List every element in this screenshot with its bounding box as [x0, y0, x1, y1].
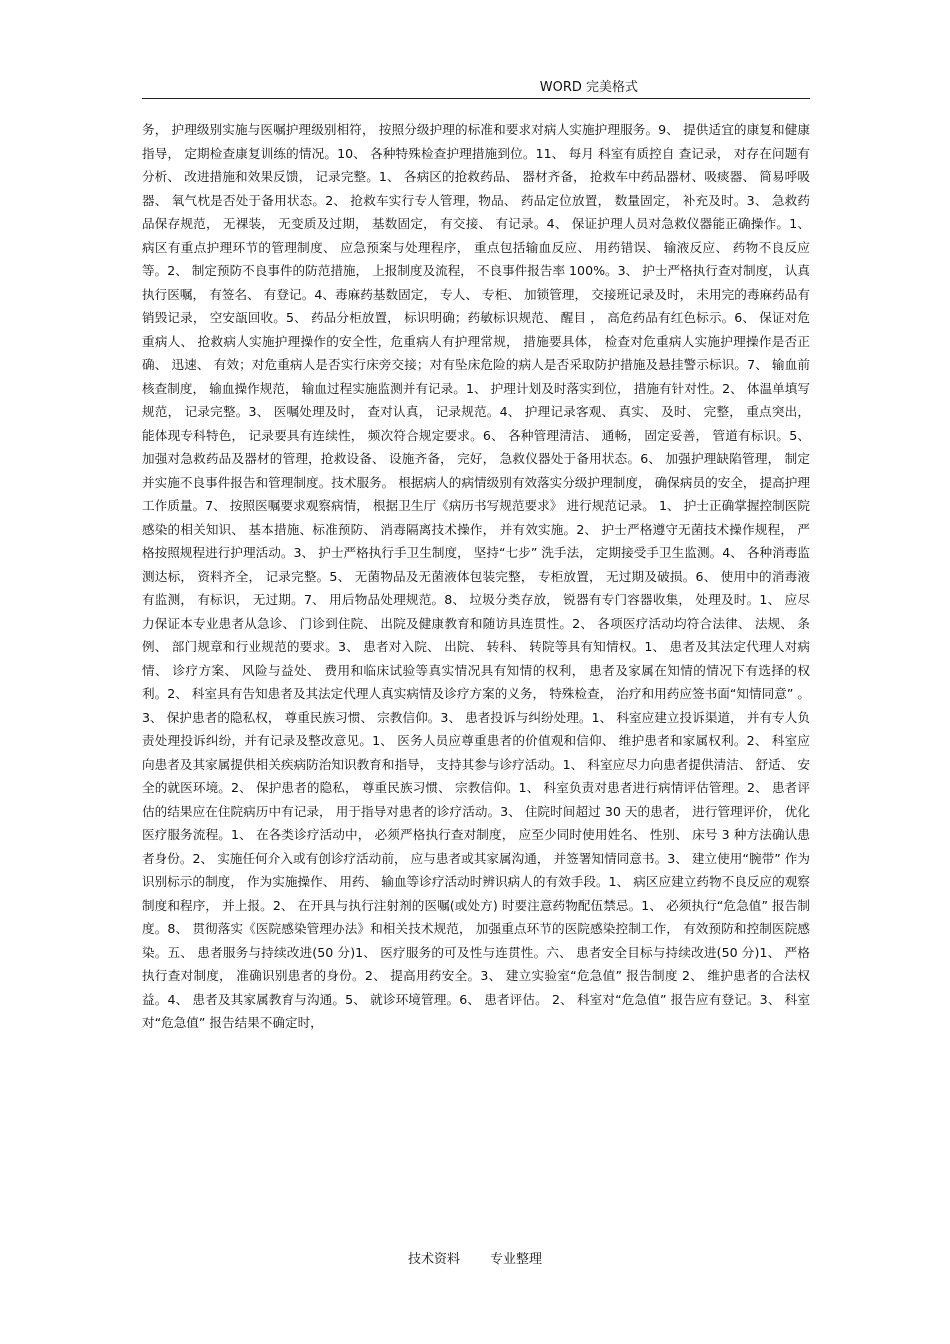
page-footer — [0, 1248, 950, 1267]
footer-left-text: 技术资料 — [407, 1252, 460, 1267]
header-title: WORD 完美格式 — [539, 80, 638, 95]
footer-right-text: 专业整理 — [490, 1252, 543, 1267]
body-paragraph: 务， 护理级别实施与医嘱护理级别相符， 按照分级护理的标准和要求对病人实施护理服务。9、 提供适宜的康复和健康指导， 定期检查康复训练的情况。10、 各种特殊检查护理措施到位。11、 每月 科室有质控自 查记录， 对存在问题有分析、 改进措施和效果反馈， 记录完整。1、 各病区的抢救药品、 器材齐备， 抢救车中药品器材、吸痰器、 简易呼吸器、 氧气枕是否处于备用状态。2、 抢救车实行专人管理，物品、 药品定位放置， 数量固定， 补充及时。3、 急救药品保存规范， 无裸装， 无变质及过期， 基数固定， 有交接、 有记录。4、 保证护理人员对急救仪器能正确操作。1、 病区有重点护理环节的管理制度、 应急预案与处理程序， 重点包括输血反应、 用药错误、 输液反应、 药物不良反应等。2、 制定预防不良事件的防范措施， 上报制度及流程， 不良事件报告率 100%。3、 护士严格执行查对制度， 认真执行医嘱， 有签名、 有登记。4、毒麻药基数固定， 专人、 专柜、 加锁管理， 交接班记录及时， 未用完的毒麻药品有销毁记录， 空安瓿回收。5、 药品分柜放置， 标识明确；药敏标识规范、 醒目 ， 高危药品有红色标示。6、 保证对危重病人、 抢救病人实施护理操作的安全性，危重病人有护理常规， 措施要具体， 检查对危重病人实施护理操作是否正确、 迅速、 有效；对危重病人是否实行床旁交接；对有坠床危险的病人是否采取防护措施及悬挂警示标识。7、 输血前核查制度， 输血操作规范， 输血过程实施监测并有记录。1、 护理计划及时落实到位， 措施有针对性。2、 体温单填写规范， 记录完整。3、 医嘱处理及时， 查对认真， 记录规范。4、 护理记录客观、 真实、 及时、 完整， 重点突出， 能体现专科特色， 记录要具有连续性， 频次符合规定要求。6、 各种管理清洁、 通畅， 固定妥善， 管道有标识。5、 加强对急救药品及器材的管理，抢救设备、 设施齐备， 完好， 急救仪器处于备用状态。6、 加强护理缺陷管理， 制定并实施不良事件报告和管理制度。技术服务。 根据病人的病情级别有效落实分级护理制度， 确保病员的安全， 提高护理工作质量。7、 按照医嘱要求观察病情， 根据卫生厅《病历书写规范要求》 进行规范记录。 1、 护士正确掌握控制医院感染的相关知识、 基本措施、标准预防、 消毒隔离技术操作， 并有效实施。2、 护士严格遵守无菌技术操作规程， 严格按照规程进行护理活动。3、 护士严格执行手卫生制度， 坚持“七步” 洗手法， 定期接受手卫生监测。4、 各种消毒监测达标， 资料齐全， 记录完整。5、 无菌物品及无菌液体包装完整， 专柜放置， 无过期及破损。6、 使用中的消毒液有监测， 有标识， 无过期。7、 用后物品处理规范。8、 垃圾分类存放， 锐器有专门容器收集， 处理及时。1、 应尽力保证本专业患者从急诊、 门诊到住院、 出院及健康教育和随访具连贯性。2、 各项医疗活动均符合法律、 法规、 条例、 部门规章和行业规范的要求。3、 患者对入院、 出院、 转科、 转院等具有知情权。1、 患者及其法定代理人对病情、 诊疗方案、 风险与益处、 费用和临床试验等真实情况具有知情的权利， 患者及家属在知情的情况下有选择的权利。2、 科室具有告知患者及其法定代理人真实病情及诊疗方案的义务， 特殊检查， 治疗和用药应签书面“知情同意” 。3、 保护患者的隐私权， 尊重民族习惯、 宗教信仰。3、 患者投诉与纠纷处理。1、 科室应建立投诉渠道， 并有专人负责处理投诉纠纷，并有记录及整改意见。1、 医务人员应尊重患者的价值观和信仰、 维护患者和家属权利。2、 科室应向患者及其家属提供相关疾病防治知识教育和指导， 支持其参与诊疗活动。1、 科室应尽力向患者提供清洁、 舒适、 安全的就医环境。2、 保护患者的隐私， 尊重民族习惯、 宗教信仰。1、 科室负责对患者进行病情评估管理。2、 患者评估的结果应在住院病历中有记录， 用于指导对患者的诊疗活动。3、 住院时间超过 30 天的患者， 进行管理评价， 优化医疗服务流程。1、 在各类诊疗活动中， 必须严格执行查对制度， 应至少同时使用姓名、 性别、 床号 3 种方法确认患者身份。2、 实施任何介入或有创诊疗活动前， 应与患者或其家属沟通， 并签署知情同意书。3、 建立使用“腕带” 作为识别标示的制度， 作为实施操作、 用药、 输血等诊疗活动时辨识病人的有效手段。1、 病区应建立药物不良反应的观察制度和程序， 并上报。2、 在开具与执行注射剂的医嘱(或处方) 时要注意药物配伍禁忌。1、 必须执行“危急值” 报告制度。8、 贯彻落实《医院感染管理办法》和相关技术规范， 加强重点环节的医院感染控制工作， 有效预防和控制医院感染。五、 患者服务与持续改进(50 分)1、 医疗服务的可及性与连贯性。六、 患者安全目标与持续改进(50 分)1、 严格执行查对制度， 准确识别患者的身份。2、 提高用药安全。3、 建立实验室“危急值” 报告制度 2、 维护患者的合法权益。4、 患者及其家属教育与沟通。5、 就诊环境管理。6、 患者评估。 2、 科室对“危急值” 报告应有登记。3、 科室对“危急值” 报告结果不确定时， — [142, 122, 810, 1030]
page-header — [142, 72, 810, 99]
